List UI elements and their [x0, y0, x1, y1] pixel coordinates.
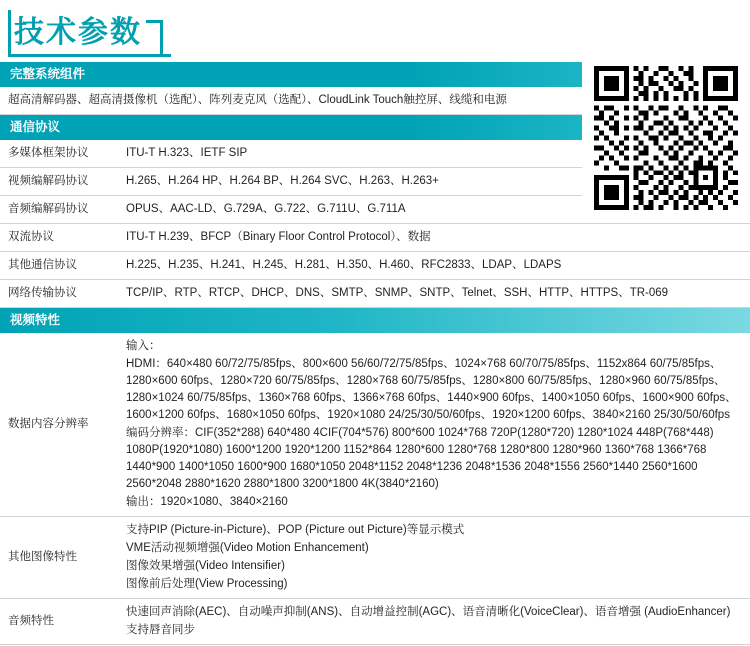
row-label-audio-codec: 音频编解码协议 — [0, 196, 118, 224]
row-value-content-resolution — [118, 333, 750, 517]
row-value-other-image-features — [118, 517, 750, 599]
row-value-audio-codec: OPUS、AAC-LD、G.729A、G.722、G.711U、G.711A — [118, 196, 750, 224]
qr-code-container — [590, 62, 742, 214]
resolution-encoding-list: 编码分辨率：CIF(352*288) 640*480 4CIF(704*576) 800*600 1024*768 720P(1280*720) 1280*1024 448P(768*448) 1080P(1920*1080) 1600*1200 1920*1200 1152*864 1280*600 1280*768 1280*800 1280*960 1360*768 1366*768 1440*900 1400*1050 1600*900 1680*1050 2048*1152 2048*1236 2048*1536 2048*1556 2560*1440 2560*1600 2560*2048 2880*1620 2880*1800 3200*1800 4K(3840*2160) — [126, 427, 714, 490]
row-value-multimedia-framework: ITU-T H.323、IETF SIP — [118, 140, 750, 168]
image-feature-intensifier: 图像效果增强(Video Intensifier) — [126, 560, 285, 572]
row-label-other-protocols: 其他通信协议 — [0, 252, 118, 280]
title-bracket-decoration-2 — [146, 20, 163, 57]
image-feature-vme: VME活动视频增强(Video Motion Enhancement) — [126, 542, 369, 554]
row-label-dual-stream: 双流协议 — [0, 224, 118, 252]
audio-feature-lipsync: 支持唇音同步 — [126, 624, 195, 636]
row-value-other-protocols: H.225、H.235、H.241、H.245、H.281、H.350、H.460、RFC2833、LDAP、LDAPS — [118, 252, 750, 280]
row-label-content-resolution: 数据内容分辨率 — [0, 333, 118, 517]
row-value-network-protocols: TCP/IP、RTP、RTCP、DHCP、DNS、SMTP、SNMP、SNTP、Telnet、SSH、HTTP、HTTPS、TR-069 — [118, 280, 750, 308]
row-value-video-codec: H.265、H.264 HP、H.264 BP、H.264 SVC、H.263、H.263+ — [118, 168, 750, 196]
row-label-network-protocols: 网络传输协议 — [0, 280, 118, 308]
image-feature-view-processing: 图像前后处理(View Processing) — [126, 578, 288, 590]
resolution-hdmi-list: HDMI：640×480 60/72/75/85fps、800×600 56/60/72/75/85fps、1024×768 60/70/75/85fps、1152x864 60/75/85fps、1280×600 60fps、1280×720 60/75/85fps、1280×768 60/75/85fps、1280×800 60/75/85fps、1280×960 60/75/85fps、1280×1024 60/75/85fps、1360×768 60fps、1366×768 60fps、1440×900 60fps、1400×1050 60fps、1600×900 60fps、1600×1200 60fps、1680×1050 60fps、1920×1080 24/25/30/50/60fps、1920×1200 60fps、3840×2160 25/30/50/60fps — [126, 358, 737, 421]
row-label-other-image-features: 其他图像特性 — [0, 517, 118, 599]
table-row — [0, 252, 750, 280]
table-row — [0, 280, 750, 308]
qr-code-icon — [594, 66, 738, 210]
table-row — [0, 599, 750, 645]
row-label-multimedia-framework: 多媒体框架协议 — [0, 140, 118, 168]
row-value-dual-stream: ITU-T H.239、BFCP（Binary Floor Control Protocol）、数据 — [118, 224, 750, 252]
table-row — [0, 517, 750, 599]
audio-feature-processing: 快速回声消除(AEC)、自动噪声抑制(ANS)、自动增益控制(AGC)、语音清晰化(VoiceClear)、语音增强 (AudioEnhancer) — [126, 606, 731, 618]
section-header-label: 视频特性 — [0, 308, 750, 334]
spec-table-wrapper — [0, 62, 750, 645]
system-components-value: 超高清解码器、超高清摄像机（选配）、阵列麦克风（选配）、CloudLink Touch触控屏、线缆和电源 — [0, 87, 750, 115]
resolution-input-label: 输入： — [126, 340, 161, 352]
image-feature-pip: 支持PIP (Picture-in-Picture)、POP (Picture out Picture)等显示模式 — [126, 524, 465, 536]
section-header-video-features — [0, 308, 750, 334]
page-title: 技术参数 — [14, 16, 142, 49]
page-title-block — [0, 0, 750, 62]
table-row — [0, 224, 750, 252]
row-label-video-codec: 视频编解码协议 — [0, 168, 118, 196]
row-value-audio-features — [118, 599, 750, 645]
resolution-output-list: 输出：1920×1080、3840×2160 — [126, 496, 288, 508]
section-header-label: 通信协议 — [0, 115, 750, 141]
row-label-audio-features: 音频特性 — [0, 599, 118, 645]
table-row — [0, 333, 750, 517]
section-header-label: 完整系统组件 — [0, 62, 750, 87]
